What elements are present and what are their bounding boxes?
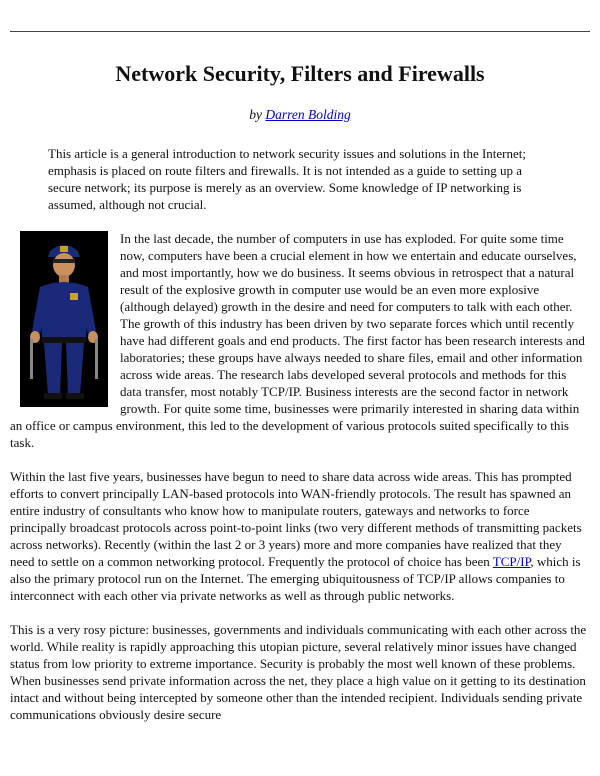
paragraph-1: In the last decade, the number of computers in use has exploded. For quite some time now, computers have been a crucial element in how we entertain and educate ourselves, and most importantly, how we do business. It seems obvious in retrospect that a natural result of the explosive growth in computer use would be an even more explosive (although delayed) growth in the desire and need for computers to talk with each other. The growth of this industry has been driven by two separate forces which until recently have had different goals and end products. The first factor has been research interests and laboratories; these groups have always needed to share files, email and other information across wide areas. The research labs developed several protocols and methods for this data transfer, most notably TCP/IP. Business interests are the second factor in network growth. For quite some time, businesses were primarily interested in sharing data within an office or campus environment, this led to the development of various protocols suited specifically to this task.: [10, 231, 585, 450]
author-link[interactable]: Darren Bolding: [265, 107, 351, 122]
byline: [0, 106, 600, 124]
article-body: [10, 145, 588, 740]
intro-paragraph: This article is a general introduction to network security issues and solutions in the Internet; emphasis is placed on route filters and firewalls. It is not intended as a guide to setting up a secure network; its purpose is merely as an overview. Some knowledge of IP networking is assumed, although not crucial.: [48, 146, 526, 212]
tcpip-link[interactable]: TCP/IP: [492, 554, 531, 569]
paragraph-3: This is a very rosy picture: businesses, governments and individuals communicating with each other across the world. While reality is rapidly approaching this utopian picture, several relatively minor issues have changed status from low priority to extreme importance. Security is probably the most well known of these problems. When businesses send private information across the net, they place a high value on it getting to its destination intact and without being intercepted by someone other than the intended recipient. Individuals sending private communications obviously desire secure: [10, 622, 587, 722]
paragraph-2: [10, 468, 588, 604]
security-guard-illustration: [20, 231, 108, 407]
page-title: Network Security, Filters and Firewalls: [115, 61, 485, 86]
byline-prefix: by: [249, 107, 266, 122]
paragraph-2-text-after: , which is also the primary protocol run on the Internet. The emerging ubiquitousness of TCP/IP allows companies to interconnect with each other via private networks as well as through public networks.: [10, 554, 581, 603]
top-rule: [10, 31, 590, 32]
paragraph-2-text-before: Within the last five years, businesses have begun to need to share data across wide areas. This has prompted efforts to convert principally LAN-based protocols into WAN-friendly protocols. The result has spawned an entire industry of consultants who know how to manipulate routers, gateways and networks to force principally broadcast protocols across point-to-point links (two very different methods of transmitting packets across networks). Recently (within the last 2 or 3 years) more and more companies have realized that they need to settle on a common networking protocol. Frequently the protocol of choice has been: [10, 469, 582, 569]
security-guard-icon: [20, 231, 108, 407]
